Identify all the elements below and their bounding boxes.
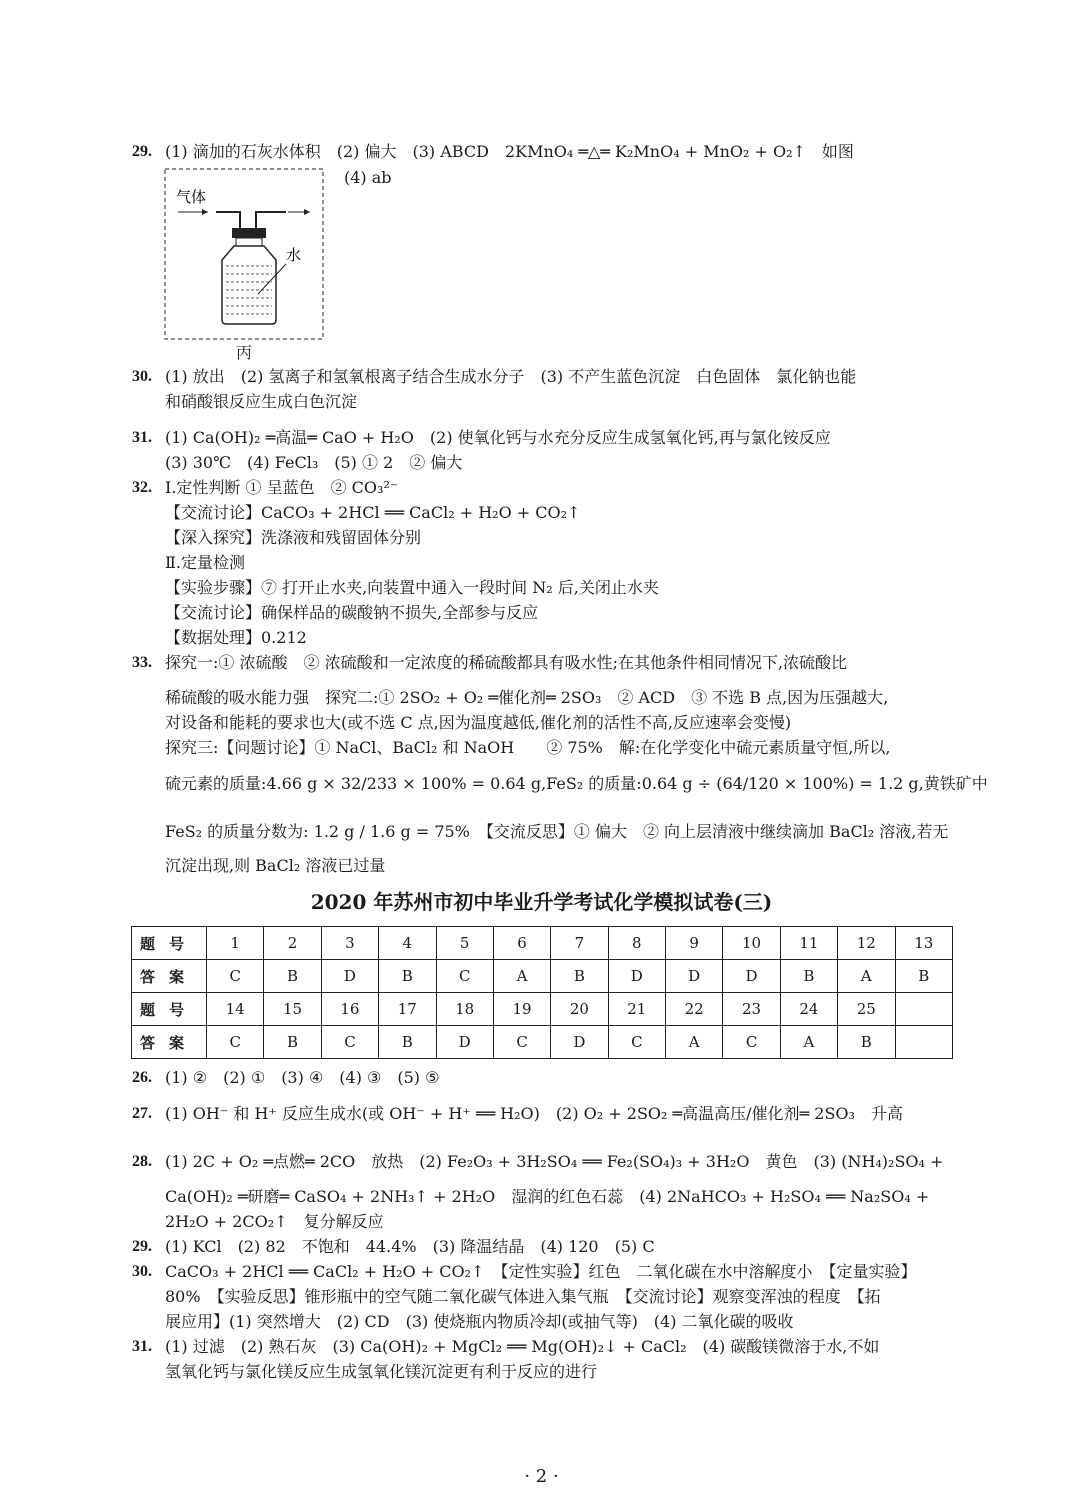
table-cell: D	[723, 960, 780, 993]
table-cell: 16	[321, 993, 378, 1026]
q30b-line: 80% 【实验反思】锥形瓶中的空气随二氧化碳气体进入集气瓶 【交流讨论】观察变浑浊的程度 【拓	[165, 1287, 881, 1306]
q33-number: 33.	[132, 654, 152, 671]
table-cell: 10	[723, 927, 780, 960]
q30b-line: CaCO₃ + 2HCl ══ CaCl₂ + H₂O + CO₂↑ 【定性实验】红色 二氧化碳在水中溶解度小 【定量实验】	[165, 1262, 917, 1281]
table-cell: D	[608, 960, 665, 993]
table-cell: A	[838, 960, 895, 993]
q26-number: 26.	[132, 1069, 152, 1086]
q31b-line: (1) 过滤 (2) 熟石灰 (3) Ca(OH)₂ + MgCl₂ ══ Mg(OH)₂↓ + CaCl₂ (4) 碳酸镁微溶于水,不如	[165, 1337, 880, 1356]
q33-line: 硫元素的质量:4.66 g × 32/233 × 100% = 0.64 g,FeS₂ 的质量:0.64 g ÷ (64/120 × 100%) = 1.2 g,黄铁矿中	[165, 774, 988, 793]
q32-line: 【深入探究】洗涤液和残留固体分别	[165, 528, 422, 547]
q29a-line2: (4) ab	[344, 168, 392, 187]
table-cell: 13	[895, 927, 953, 960]
table-cell: B	[780, 960, 837, 993]
page-number: · 2 ·	[524, 1466, 559, 1487]
table-row-header: 题号	[132, 927, 207, 960]
table-cell: C	[436, 960, 493, 993]
q33-line: 稀硫酸的吸水能力强 探究二:① 2SO₂ + O₂ ═催化剂═ 2SO₃ ② ACD ③ 不选 B 点,因为压强越大,	[165, 688, 889, 707]
table-cell: B	[264, 960, 321, 993]
q30b-number: 30.	[132, 1263, 152, 1280]
table-cell: 5	[436, 927, 493, 960]
q32-line: Ⅰ.定性判断 ① 呈蓝色 ② CO₃²⁻	[165, 478, 399, 497]
q28-line: Ca(OH)₂ ═研磨═ CaSO₄ + 2NH₃↑ + 2H₂O 湿润的红色石蕊 (4) 2NaHCO₃ + H₂SO₄ ══ Na₂SO₄ +	[165, 1187, 930, 1206]
q31b-line: 氢氧化钙与氯化镁反应生成氢氧化镁沉淀更有利于反应的进行	[165, 1362, 598, 1381]
q29b-number: 29.	[132, 1238, 152, 1255]
table-row-header: 答案	[132, 960, 207, 993]
bottle	[222, 246, 276, 324]
table-cell: 11	[780, 927, 837, 960]
q32-line: 【交流讨论】CaCO₃ + 2HCl ══ CaCl₂ + H₂O + CO₂↑	[165, 503, 581, 522]
table-cell: 20	[551, 993, 608, 1026]
q28-line: 2H₂O + 2CO₂↑ 复分解反应	[165, 1212, 384, 1231]
table-cell: B	[379, 960, 436, 993]
q30a-line: 和硝酸银反应生成白色沉淀	[165, 392, 358, 411]
table-cell: D	[436, 1026, 493, 1059]
q33-line: 对设备和能耗的要求也大(或不选 C 点,因为温度越低,催化剂的活性不高,反应速率会变慢)	[165, 713, 792, 732]
q30b-line: 展应用】(1) 突然增大 (2) CD (3) 使烧瓶内物质冷却(或抽气等) (4) 二氧化碳的吸收	[165, 1312, 794, 1331]
q27-line: (1) OH⁻ 和 H⁺ 反应生成水(或 OH⁻ + H⁺ ══ H₂O) (2) O₂ + 2SO₂ ═高温高压/催化剂═ 2SO₃ 升高	[165, 1104, 903, 1123]
table-cell: 1	[207, 927, 264, 960]
table-cell: C	[723, 1026, 780, 1059]
table-cell: 21	[608, 993, 665, 1026]
table-cell: A	[780, 1026, 837, 1059]
table-row	[132, 960, 953, 993]
q31a-line: (3) 30℃ (4) FeCl₃ (5) ① 2 ② 偏大	[165, 453, 463, 472]
table-cell: B	[379, 1026, 436, 1059]
q31a-line: (1) Ca(OH)₂ ═高温═ CaO + H₂O (2) 使氧化钙与水充分反应生成氢氧化钙,再与氯化铵反应	[165, 428, 831, 447]
q33-line: 沉淀出现,则 BaCl₂ 溶液已过量	[165, 856, 386, 875]
table-row	[132, 927, 953, 960]
q28-line: (1) 2C + O₂ ═点燃═ 2CO 放热 (2) Fe₂O₃ + 3H₂SO₄ ══ Fe₂(SO₄)₃ + 3H₂O 黄色 (3) (NH₄)₂SO₄ +	[165, 1152, 944, 1171]
exam-title: 2020 年苏州市初中毕业升学考试化学模拟试卷(三)	[310, 890, 773, 914]
table-cell: 25	[838, 993, 895, 1026]
q29b-line: (1) KCl (2) 82 不饱和 44.4% (3) 降温结晶 (4) 120 (5) C	[165, 1237, 655, 1256]
q32-number: 32.	[132, 479, 152, 496]
table-cell: 18	[436, 993, 493, 1026]
table-cell: 9	[666, 927, 723, 960]
table-cell	[895, 993, 953, 1026]
bottle-stopper	[232, 228, 266, 238]
table-cell: 4	[379, 927, 436, 960]
table-cell: C	[207, 1026, 264, 1059]
table-cell: 24	[780, 993, 837, 1026]
table-cell: A	[666, 1026, 723, 1059]
q32-line: 【交流讨论】确保样品的碳酸钠不损失,全部参与反应	[165, 603, 539, 622]
table-cell: 15	[264, 993, 321, 1026]
table-cell: 8	[608, 927, 665, 960]
table-cell: A	[493, 960, 550, 993]
table-cell: C	[207, 960, 264, 993]
q33-line: 探究一:① 浓硫酸 ② 浓硫酸和一定浓度的稀硫酸都具有吸水性;在其他条件相同情况下,浓硫酸比	[165, 653, 848, 672]
table-cell: D	[551, 1026, 608, 1059]
answer-table	[131, 926, 953, 1059]
q31b-number: 31.	[132, 1338, 152, 1355]
table-cell: 14	[207, 993, 264, 1026]
table-row-header: 题号	[132, 993, 207, 1026]
q29a-number: 29.	[132, 143, 152, 160]
diagram-gas-label: 气体	[176, 188, 207, 206]
table-cell: C	[321, 1026, 378, 1059]
diagram-caption: 丙	[236, 343, 253, 362]
table-cell: 19	[493, 993, 550, 1026]
diagram-water-label: 水	[286, 246, 302, 264]
table-cell: D	[666, 960, 723, 993]
table-cell: B	[551, 960, 608, 993]
q26-line: (1) ② (2) ① (3) ④ (4) ③ (5) ⑤	[165, 1068, 440, 1087]
table-cell: D	[321, 960, 378, 993]
q32-line: 【实验步骤】⑦ 打开止水夹,向装置中通入一段时间 N₂ 后,关闭止水夹	[165, 578, 659, 597]
table-cell: 12	[838, 927, 895, 960]
table-cell: 3	[321, 927, 378, 960]
table-cell: C	[608, 1026, 665, 1059]
table-cell	[895, 1026, 953, 1059]
table-cell: 22	[666, 993, 723, 1026]
q32-line: 【数据处理】0.212	[165, 628, 307, 647]
q32-line: Ⅱ.定量检测	[165, 553, 245, 572]
table-cell: 2	[264, 927, 321, 960]
table-row	[132, 1026, 953, 1059]
q33-line: FeS₂ 的质量分数为: 1.2 g / 1.6 g = 75% 【交流反思】① 偏大 ② 向上层清液中继续滴加 BaCl₂ 溶液,若无	[165, 822, 949, 841]
gas-washing-bottle-diagram	[164, 168, 324, 340]
q31a-number: 31.	[132, 429, 152, 446]
table-cell: B	[838, 1026, 895, 1059]
table-cell: 6	[493, 927, 550, 960]
table-cell: B	[264, 1026, 321, 1059]
table-row	[132, 993, 953, 1026]
q27-number: 27.	[132, 1105, 152, 1122]
q33-line: 探究三:【问题讨论】① NaCl、BaCl₂ 和 NaOH ② 75% 解:在化学变化中硫元素质量守恒,所以,	[165, 738, 891, 757]
table-row-header: 答案	[132, 1026, 207, 1059]
q30a-line: (1) 放出 (2) 氢离子和氢氧根离子结合生成水分子 (3) 不产生蓝色沉淀 白色固体 氯化钠也能	[165, 367, 857, 386]
q28-number: 28.	[132, 1153, 152, 1170]
q29a-line1: (1) 滴加的石灰水体积 (2) 偏大 (3) ABCD 2KMnO₄ ═△═ K₂MnO₄ + MnO₂ + O₂↑ 如图	[165, 142, 854, 161]
table-cell: 7	[551, 927, 608, 960]
table-cell: 23	[723, 993, 780, 1026]
table-cell: 17	[379, 993, 436, 1026]
q30a-number: 30.	[132, 368, 152, 385]
table-cell: C	[493, 1026, 550, 1059]
table-cell: B	[895, 960, 953, 993]
